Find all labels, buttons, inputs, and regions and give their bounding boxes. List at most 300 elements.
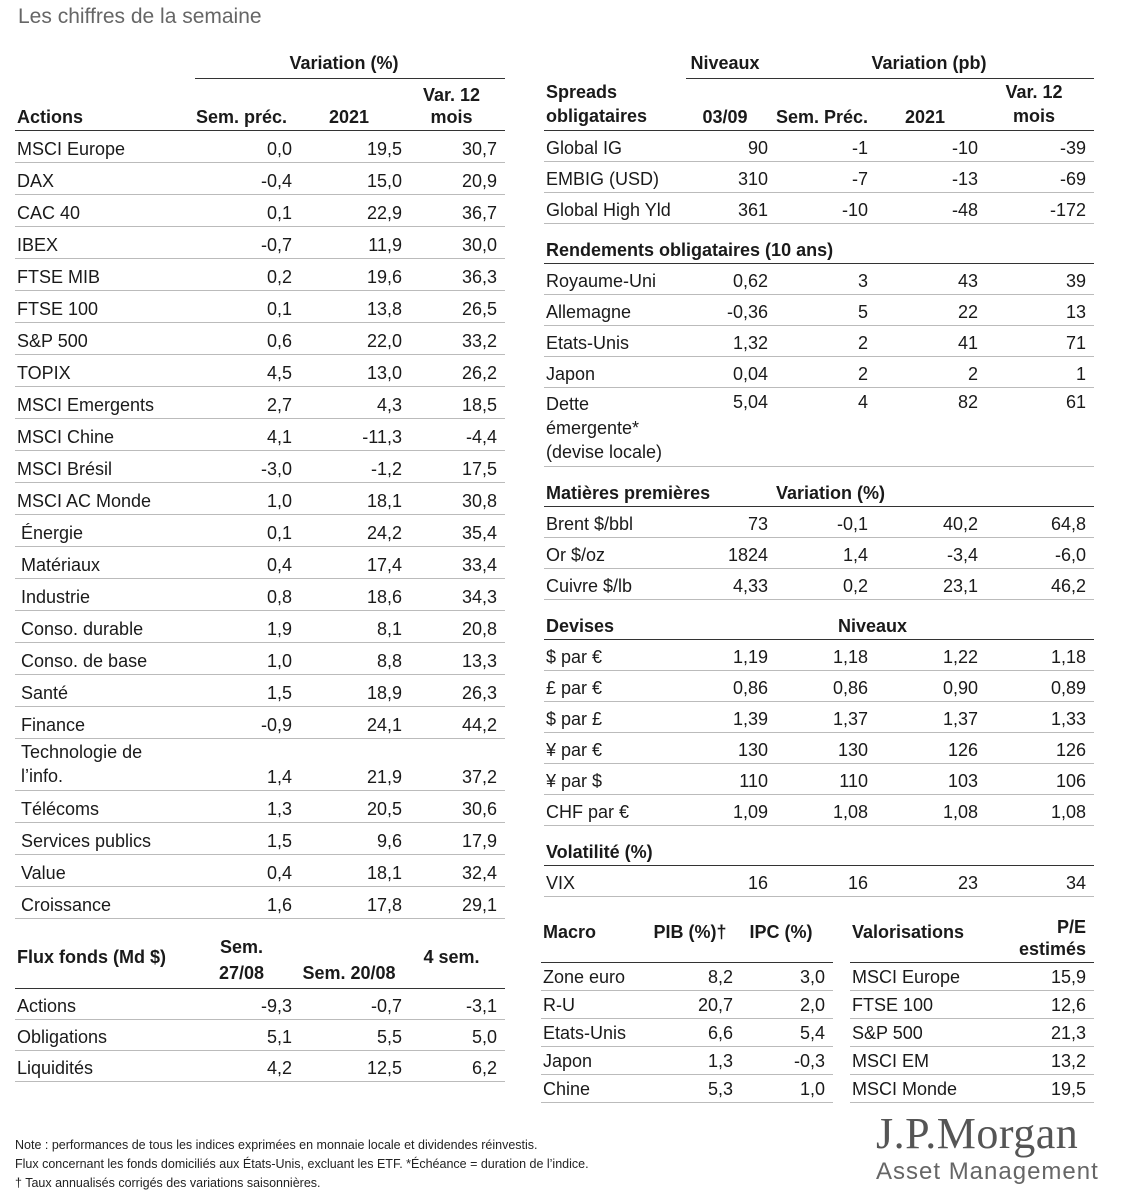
table-row xyxy=(15,674,505,706)
cell-value: 0,2 xyxy=(776,568,876,599)
cell-value: 130 xyxy=(686,732,776,763)
cell-value: 73 xyxy=(686,506,776,537)
table-row xyxy=(850,1074,1094,1102)
table-row xyxy=(15,450,505,482)
row-label: S&P 500 xyxy=(15,322,195,354)
cell-value: -0,36 xyxy=(686,294,776,325)
cell-value: 0,1 xyxy=(195,514,300,546)
cell-value: 90 xyxy=(686,130,776,161)
cell-value: 1,18 xyxy=(986,639,1094,670)
cell-value: -6,0 xyxy=(986,537,1094,568)
row-label: Énergie xyxy=(15,514,195,546)
table-row xyxy=(15,988,505,1019)
table-row xyxy=(15,322,505,354)
table-row xyxy=(15,1019,505,1050)
cell-value: 0,8 xyxy=(195,578,300,610)
cell-value: 13,8 xyxy=(300,290,410,322)
row-label: Technologie de l’info. xyxy=(15,738,195,790)
cell-value: 5 xyxy=(776,294,876,325)
cell-value: 19,5 xyxy=(1010,1074,1094,1102)
cell-value: 1,08 xyxy=(776,794,876,825)
cell-value: -48 xyxy=(876,192,986,223)
cell-value: 18,6 xyxy=(300,578,410,610)
cell-value: 0,89 xyxy=(986,670,1094,701)
row-label: Obligations xyxy=(15,1019,195,1050)
cell-value: 5,0 xyxy=(410,1019,505,1050)
table-row xyxy=(544,763,1094,794)
flux-table xyxy=(15,930,505,1082)
col-header: Macro xyxy=(541,906,651,962)
cell-value: 6,6 xyxy=(651,1018,741,1046)
cell-value: 0,1 xyxy=(195,290,300,322)
cell-value: 1824 xyxy=(686,537,776,568)
row-label: Cuivre $/lb xyxy=(544,568,686,599)
row-label: IBEX xyxy=(15,226,195,258)
cell-value: 1,32 xyxy=(686,325,776,356)
table-row xyxy=(15,258,505,290)
table-row xyxy=(15,418,505,450)
jpmorgan-logo xyxy=(876,1109,1099,1186)
row-label: VIX xyxy=(544,865,686,896)
cell-value: 0,86 xyxy=(776,670,876,701)
cell-value: 8,8 xyxy=(300,642,410,674)
devises-header: Devises xyxy=(544,599,776,639)
cell-value: 2,0 xyxy=(741,990,833,1018)
row-label: EMBIG (USD) xyxy=(544,161,686,192)
cell-value: 0,0 xyxy=(195,130,300,162)
cell-value: 19,6 xyxy=(300,258,410,290)
cell-value: 34 xyxy=(986,865,1094,896)
row-label: MSCI Emergents xyxy=(15,386,195,418)
table-row xyxy=(15,226,505,258)
cell-value: 5,5 xyxy=(300,1019,410,1050)
cell-value: -0,7 xyxy=(300,988,410,1019)
table-row xyxy=(15,194,505,226)
cell-value: 30,0 xyxy=(410,226,505,258)
cell-value: 1,3 xyxy=(195,790,300,822)
col-header: Spreads obligataires xyxy=(544,78,686,130)
matieres-header: Matières premières xyxy=(544,466,776,506)
table-row xyxy=(541,990,833,1018)
col-header: 2021 xyxy=(300,78,410,130)
volatilite-header: Volatilité (%) xyxy=(544,825,1094,865)
col-header: Flux fonds (Md $) xyxy=(15,930,195,988)
cell-value: 13,0 xyxy=(300,354,410,386)
row-label: $ par € xyxy=(544,639,686,670)
cell-value: -39 xyxy=(986,130,1094,161)
cell-value: 6,2 xyxy=(410,1050,505,1081)
row-label: Japon xyxy=(541,1046,651,1074)
cell-value: -0,9 xyxy=(195,706,300,738)
col-header: Var. 12 mois xyxy=(986,78,1094,130)
cell-value: 12,6 xyxy=(1010,990,1094,1018)
cell-value: 0,6 xyxy=(195,322,300,354)
row-label: Conso. de base xyxy=(15,642,195,674)
row-label: Liquidités xyxy=(15,1050,195,1081)
cell-value: 43 xyxy=(876,263,986,294)
cell-value: -0,3 xyxy=(741,1046,833,1074)
col-header: Actions xyxy=(15,78,195,130)
cell-value: 3 xyxy=(776,263,876,294)
cell-value: 1,3 xyxy=(651,1046,741,1074)
row-label: CAC 40 xyxy=(15,194,195,226)
row-label: R-U xyxy=(541,990,651,1018)
cell-value: 82 xyxy=(876,387,986,466)
cell-value: 9,6 xyxy=(300,822,410,854)
cell-value: 126 xyxy=(986,732,1094,763)
table-row xyxy=(15,642,505,674)
table-row xyxy=(15,790,505,822)
table-row xyxy=(15,610,505,642)
table-row xyxy=(15,822,505,854)
table-row xyxy=(544,356,1094,387)
col-header: 03/09 xyxy=(686,78,776,130)
row-label: ¥ par € xyxy=(544,732,686,763)
cell-value: 21,3 xyxy=(1010,1018,1094,1046)
cell-value: 18,9 xyxy=(300,674,410,706)
cell-value: 35,4 xyxy=(410,514,505,546)
cell-value: 4,2 xyxy=(195,1050,300,1081)
cell-value: 22,0 xyxy=(300,322,410,354)
cell-value: 44,2 xyxy=(410,706,505,738)
cell-value: 13,3 xyxy=(410,642,505,674)
cell-value: 61 xyxy=(986,387,1094,466)
table-row xyxy=(15,706,505,738)
cell-value: 17,9 xyxy=(410,822,505,854)
devises-group-header: Niveaux xyxy=(776,599,1094,639)
cell-value: -69 xyxy=(986,161,1094,192)
col-header: Var. 12 mois xyxy=(410,78,505,130)
cell-value: 310 xyxy=(686,161,776,192)
cell-value: -11,3 xyxy=(300,418,410,450)
cell-value: 1,39 xyxy=(686,701,776,732)
cell-value: 15,9 xyxy=(1010,962,1094,990)
cell-value: 22 xyxy=(876,294,986,325)
cell-value: 16 xyxy=(776,865,876,896)
cell-value: 0,04 xyxy=(686,356,776,387)
table-row xyxy=(15,854,505,886)
row-label: Zone euro xyxy=(541,962,651,990)
cell-value: 18,1 xyxy=(300,482,410,514)
row-label: FTSE MIB xyxy=(15,258,195,290)
cell-value: 2 xyxy=(776,325,876,356)
cell-value: 8,2 xyxy=(651,962,741,990)
cell-value: 30,7 xyxy=(410,130,505,162)
table-row xyxy=(544,865,1094,896)
cell-value: -172 xyxy=(986,192,1094,223)
cell-value: 24,1 xyxy=(300,706,410,738)
cell-value: -7 xyxy=(776,161,876,192)
cell-value: 1,5 xyxy=(195,822,300,854)
markets-table xyxy=(544,52,1094,897)
cell-value: 21,9 xyxy=(300,738,410,790)
rendements-header: Rendements obligataires (10 ans) xyxy=(544,223,1094,263)
row-label: Etats-Unis xyxy=(544,325,686,356)
cell-value: 24,2 xyxy=(300,514,410,546)
cell-value: -0,7 xyxy=(195,226,300,258)
row-label: Croissance xyxy=(15,886,195,918)
table-row xyxy=(544,568,1094,599)
cell-value: 20,5 xyxy=(300,790,410,822)
cell-value: 26,5 xyxy=(410,290,505,322)
cell-value: 17,5 xyxy=(410,450,505,482)
row-label: Allemagne xyxy=(544,294,686,325)
table-row xyxy=(15,130,505,162)
cell-value: 0,4 xyxy=(195,854,300,886)
cell-value: 0,4 xyxy=(195,546,300,578)
cell-value: 36,3 xyxy=(410,258,505,290)
row-label: Dette émergente* (devise locale) xyxy=(544,387,686,466)
col-header: P/E estimés xyxy=(1010,906,1094,962)
cell-value: 20,9 xyxy=(410,162,505,194)
table-row xyxy=(15,886,505,918)
col-header: Sem. 27/08 xyxy=(195,930,300,988)
cell-value: 361 xyxy=(686,192,776,223)
cell-value: 1,08 xyxy=(876,794,986,825)
cell-value: -9,3 xyxy=(195,988,300,1019)
cell-value: 4,33 xyxy=(686,568,776,599)
col-header: Sem. Préc. xyxy=(776,78,876,130)
cell-value: 1,09 xyxy=(686,794,776,825)
row-label: Japon xyxy=(544,356,686,387)
row-label: CHF par € xyxy=(544,794,686,825)
cell-value: 37,2 xyxy=(410,738,505,790)
cell-value: 1,33 xyxy=(986,701,1094,732)
cell-value: -0,1 xyxy=(776,506,876,537)
row-label: Global High Yld xyxy=(544,192,686,223)
cell-value: 5,1 xyxy=(195,1019,300,1050)
cell-value: 5,4 xyxy=(741,1018,833,1046)
cell-value: -1 xyxy=(776,130,876,161)
cell-value: 15,0 xyxy=(300,162,410,194)
table-row xyxy=(15,162,505,194)
cell-value: 16 xyxy=(686,865,776,896)
row-label: MSCI Monde xyxy=(850,1074,1010,1102)
row-label: Télécoms xyxy=(15,790,195,822)
cell-value: 18,5 xyxy=(410,386,505,418)
col-header: Valorisations xyxy=(850,906,1010,962)
table-row xyxy=(544,639,1094,670)
table-row xyxy=(544,130,1094,161)
cell-value: 18,1 xyxy=(300,854,410,886)
cell-value: 41 xyxy=(876,325,986,356)
macro-table xyxy=(541,906,833,1103)
table-row xyxy=(15,1050,505,1081)
cell-value: 1,37 xyxy=(876,701,986,732)
cell-value: -4,4 xyxy=(410,418,505,450)
cell-value: -3,4 xyxy=(876,537,986,568)
row-label: MSCI AC Monde xyxy=(15,482,195,514)
row-label: Global IG xyxy=(544,130,686,161)
table-row xyxy=(544,537,1094,568)
cell-value: 19,5 xyxy=(300,130,410,162)
cell-value: 22,9 xyxy=(300,194,410,226)
cell-value: 33,2 xyxy=(410,322,505,354)
cell-value: 26,3 xyxy=(410,674,505,706)
cell-value: 1,18 xyxy=(776,639,876,670)
row-label: FTSE 100 xyxy=(15,290,195,322)
row-label: S&P 500 xyxy=(850,1018,1010,1046)
col-header: 2021 xyxy=(876,78,986,130)
cell-value: 26,2 xyxy=(410,354,505,386)
cell-value: 71 xyxy=(986,325,1094,356)
cell-value: 4,5 xyxy=(195,354,300,386)
cell-value: -10 xyxy=(776,192,876,223)
cell-value: 11,9 xyxy=(300,226,410,258)
cell-value: 33,4 xyxy=(410,546,505,578)
cell-value: 12,5 xyxy=(300,1050,410,1081)
col-header: PIB (%)† xyxy=(651,906,741,962)
table-row xyxy=(544,794,1094,825)
cell-value: 2 xyxy=(876,356,986,387)
row-label: MSCI Chine xyxy=(15,418,195,450)
cell-value: 17,4 xyxy=(300,546,410,578)
row-label: Santé xyxy=(15,674,195,706)
table-row xyxy=(15,290,505,322)
row-label: Services publics xyxy=(15,822,195,854)
row-label: Finance xyxy=(15,706,195,738)
cell-value: 1 xyxy=(986,356,1094,387)
cell-value: 126 xyxy=(876,732,986,763)
cell-value: 8,1 xyxy=(300,610,410,642)
col-header: Sem. préc. xyxy=(195,78,300,130)
row-label: Conso. durable xyxy=(15,610,195,642)
row-label: TOPIX xyxy=(15,354,195,386)
table-row xyxy=(544,701,1094,732)
cell-value: 1,22 xyxy=(876,639,986,670)
cell-value: 1,19 xyxy=(686,639,776,670)
logo-subtitle: Asset Management xyxy=(876,1158,1099,1185)
row-label: FTSE 100 xyxy=(850,990,1010,1018)
cell-value: 1,0 xyxy=(195,482,300,514)
row-label: Actions xyxy=(15,988,195,1019)
table-row xyxy=(15,546,505,578)
cell-value: 40,2 xyxy=(876,506,986,537)
cell-value: 23,1 xyxy=(876,568,986,599)
cell-value: 23 xyxy=(876,865,986,896)
row-label: MSCI EM xyxy=(850,1046,1010,1074)
table-row xyxy=(15,738,505,790)
table-row xyxy=(850,962,1094,990)
matieres-group-header: Variation (%) xyxy=(776,466,1094,506)
row-label: MSCI Brésil xyxy=(15,450,195,482)
row-label: £ par € xyxy=(544,670,686,701)
cell-value: 0,90 xyxy=(876,670,986,701)
table-row xyxy=(544,294,1094,325)
cell-value: 13,2 xyxy=(1010,1046,1094,1074)
variation-pb-group-header: Variation (pb) xyxy=(776,52,1094,78)
cell-value: 2 xyxy=(776,356,876,387)
logo-brand: J.P.Morgan xyxy=(876,1109,1079,1158)
row-label: Etats-Unis xyxy=(541,1018,651,1046)
table-row xyxy=(850,1018,1094,1046)
cell-value: 13 xyxy=(986,294,1094,325)
cell-value: 20,7 xyxy=(651,990,741,1018)
cell-value: 106 xyxy=(986,763,1094,794)
cell-value: 32,4 xyxy=(410,854,505,886)
footnote-line: Flux concernant les fonds domiciliés aux États-Unis, excluant les ETF. *Échéance = duration de l’indice. xyxy=(15,1157,589,1171)
cell-value: 2,7 xyxy=(195,386,300,418)
cell-value: 34,3 xyxy=(410,578,505,610)
cell-value: 0,2 xyxy=(195,258,300,290)
table-row xyxy=(15,354,505,386)
row-label: DAX xyxy=(15,162,195,194)
table-row xyxy=(850,1046,1094,1074)
col-header: IPC (%) xyxy=(741,906,833,962)
table-row xyxy=(541,1074,833,1102)
cell-value: 1,4 xyxy=(195,738,300,790)
cell-value: 0,86 xyxy=(686,670,776,701)
cell-value: -0,4 xyxy=(195,162,300,194)
table-row xyxy=(544,732,1094,763)
cell-value: 1,4 xyxy=(776,537,876,568)
cell-value: 1,08 xyxy=(986,794,1094,825)
cell-value: -3,0 xyxy=(195,450,300,482)
cell-value: 110 xyxy=(686,763,776,794)
table-row xyxy=(544,670,1094,701)
col-header: Sem. 20/08 xyxy=(300,930,410,988)
row-label: Value xyxy=(15,854,195,886)
cell-value: 46,2 xyxy=(986,568,1094,599)
table-row xyxy=(544,263,1094,294)
cell-value: 39 xyxy=(986,263,1094,294)
row-label: MSCI Europe xyxy=(15,130,195,162)
cell-value: 1,5 xyxy=(195,674,300,706)
table-row xyxy=(544,325,1094,356)
cell-value: 29,1 xyxy=(410,886,505,918)
table-row xyxy=(541,1046,833,1074)
footnote xyxy=(15,1136,589,1193)
valorisations-table xyxy=(850,906,1094,1103)
cell-value: 103 xyxy=(876,763,986,794)
row-label: Brent $/bbl xyxy=(544,506,686,537)
cell-value: -10 xyxy=(876,130,986,161)
footnote-line: † Taux annualisés corrigés des variations saisonnières. xyxy=(15,1176,321,1190)
table-row xyxy=(541,1018,833,1046)
table-row xyxy=(544,387,1094,466)
row-label: Matériaux xyxy=(15,546,195,578)
cell-value: 30,8 xyxy=(410,482,505,514)
cell-value: 3,0 xyxy=(741,962,833,990)
cell-value: 4,1 xyxy=(195,418,300,450)
table-row xyxy=(15,578,505,610)
cell-value: 1,37 xyxy=(776,701,876,732)
niveaux-group-header: Niveaux xyxy=(686,52,776,78)
cell-value: -13 xyxy=(876,161,986,192)
cell-value: 5,04 xyxy=(686,387,776,466)
row-label: $ par £ xyxy=(544,701,686,732)
cell-value: 17,8 xyxy=(300,886,410,918)
cell-value: 1,0 xyxy=(741,1074,833,1102)
row-label: Industrie xyxy=(15,578,195,610)
row-label: Or $/oz xyxy=(544,537,686,568)
cell-value: 1,0 xyxy=(195,642,300,674)
cell-value: 0,62 xyxy=(686,263,776,294)
row-label: ¥ par $ xyxy=(544,763,686,794)
col-header: 4 sem. xyxy=(410,930,505,988)
cell-value: 4 xyxy=(776,387,876,466)
table-row xyxy=(15,386,505,418)
actions-table xyxy=(15,52,505,919)
table-row xyxy=(544,161,1094,192)
cell-value: 110 xyxy=(776,763,876,794)
table-row xyxy=(15,514,505,546)
table-row xyxy=(15,482,505,514)
table-row xyxy=(850,990,1094,1018)
cell-value: 130 xyxy=(776,732,876,763)
cell-value: 30,6 xyxy=(410,790,505,822)
cell-value: 5,3 xyxy=(651,1074,741,1102)
